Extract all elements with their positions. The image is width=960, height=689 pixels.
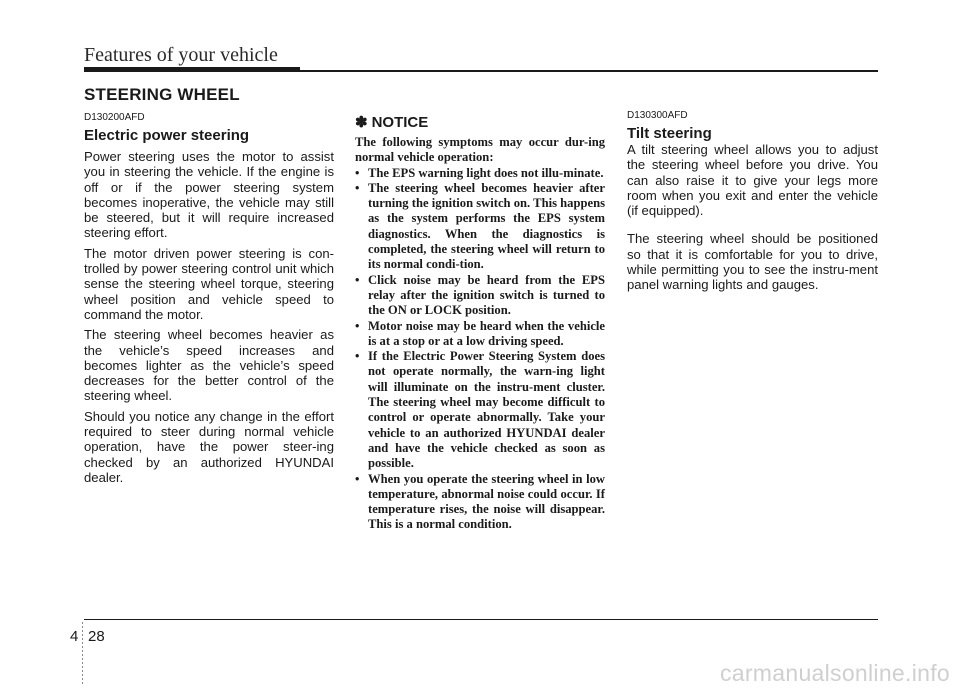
list-item-text: Motor noise may be heard when the vehicle is at a stop or at a low driving speed.	[368, 318, 605, 348]
list-item	[355, 349, 605, 471]
bullet-icon: •	[355, 471, 360, 486]
watermark: carmanualsonline.info	[719, 660, 950, 686]
list-item	[355, 166, 605, 181]
subsection-heading: Electric power steering	[84, 127, 250, 144]
list-item-text: The EPS warning light does not illu-minate.	[368, 165, 604, 180]
column-tilt-steering	[627, 110, 878, 298]
list-item-text: If the Electric Power Steering System does not operate normally, the warn-ing light will illuminate on the instru-ment cluster. The steering wheel may become difficult to control or operate abnormally. Take your vehicle to an authorized HYUNDAI dealer and have the vehicle checked as soon as possible.	[368, 349, 605, 471]
page-number: 28	[88, 628, 105, 645]
list-item-text: The steering wheel becomes heavier after turning the ignition switch on. This happens as the system performs the EPS system diagnostics. When the diagnostics is completed, the steering wheel will return to its normal condi-tion.	[368, 180, 605, 272]
bullet-icon: •	[355, 165, 360, 180]
bullet-icon: •	[355, 180, 360, 195]
subsection-heading: Tilt steering	[627, 125, 712, 142]
list-item-text: Click noise may be heard from the EPS relay after the ignition switch is turned to the ON or LOCK position.	[368, 272, 605, 318]
asterisk-icon: ✽	[355, 114, 368, 131]
notice-heading	[355, 113, 605, 131]
paragraph-spacer	[627, 223, 878, 231]
notice-box	[355, 111, 605, 533]
section-code: D130300AFD	[627, 110, 688, 121]
paragraph: Power steering uses the motor to assist you in steering the vehicle. If the engine is off or if the power steering system becomes inoperative, the vehicle may still be steered, but it will require increased steering effort.	[84, 149, 334, 241]
paragraph: The steering wheel should be positioned so that it is comfortable for you to drive, while permitting you to see the instru-ment panel warning lights and gauges.	[627, 231, 878, 293]
column-electric-power-steering	[84, 112, 334, 490]
bullet-icon: •	[355, 272, 360, 287]
chapter-number: 4	[70, 628, 79, 645]
page-header-title: Features of your vehicle	[84, 44, 278, 66]
footer-rule	[84, 619, 878, 620]
list-item	[355, 319, 605, 350]
notice-intro: The following symptoms may occur dur-ing normal vehicle operation:	[355, 135, 605, 165]
list-item	[355, 273, 605, 319]
section-code: D130200AFD	[84, 112, 145, 123]
bullet-icon: •	[355, 349, 360, 364]
paragraph: The motor driven power steering is con-trolled by power steering control unit which sense the steering wheel torque, steering wheel position and vehicle speed to command the motor.	[84, 245, 334, 322]
bullet-icon: •	[355, 318, 360, 333]
header-rule-thin	[300, 70, 878, 72]
header-rule-thick	[84, 67, 300, 72]
list-item	[355, 181, 605, 273]
list-item-text: When you operate the steering wheel in low temperature, abnormal noise could occur. If temperature rises, the noise will disappear. This is a normal condition.	[368, 471, 605, 532]
section-title: STEERING WHEEL	[84, 85, 240, 104]
paragraph: The steering wheel becomes heavier as the vehicle’s speed increases and becomes lighter as the vehicle’s speed decreases for the better control of the steering wheel.	[84, 327, 334, 404]
notice-bullet-list	[355, 166, 605, 533]
list-item	[355, 472, 605, 533]
paragraph: A tilt steering wheel allows you to adjust the steering wheel before you drive. You can also raise it to give your legs more room when you exit and enter the vehicle (if equipped).	[627, 142, 878, 219]
notice-title-text: NOTICE	[371, 114, 429, 131]
footer-divider	[82, 622, 83, 684]
paragraph: Should you notice any change in the effort required to steer during normal vehicle operation, have the power steer-ing checked by an authorized HYUNDAI dealer.	[84, 408, 334, 485]
